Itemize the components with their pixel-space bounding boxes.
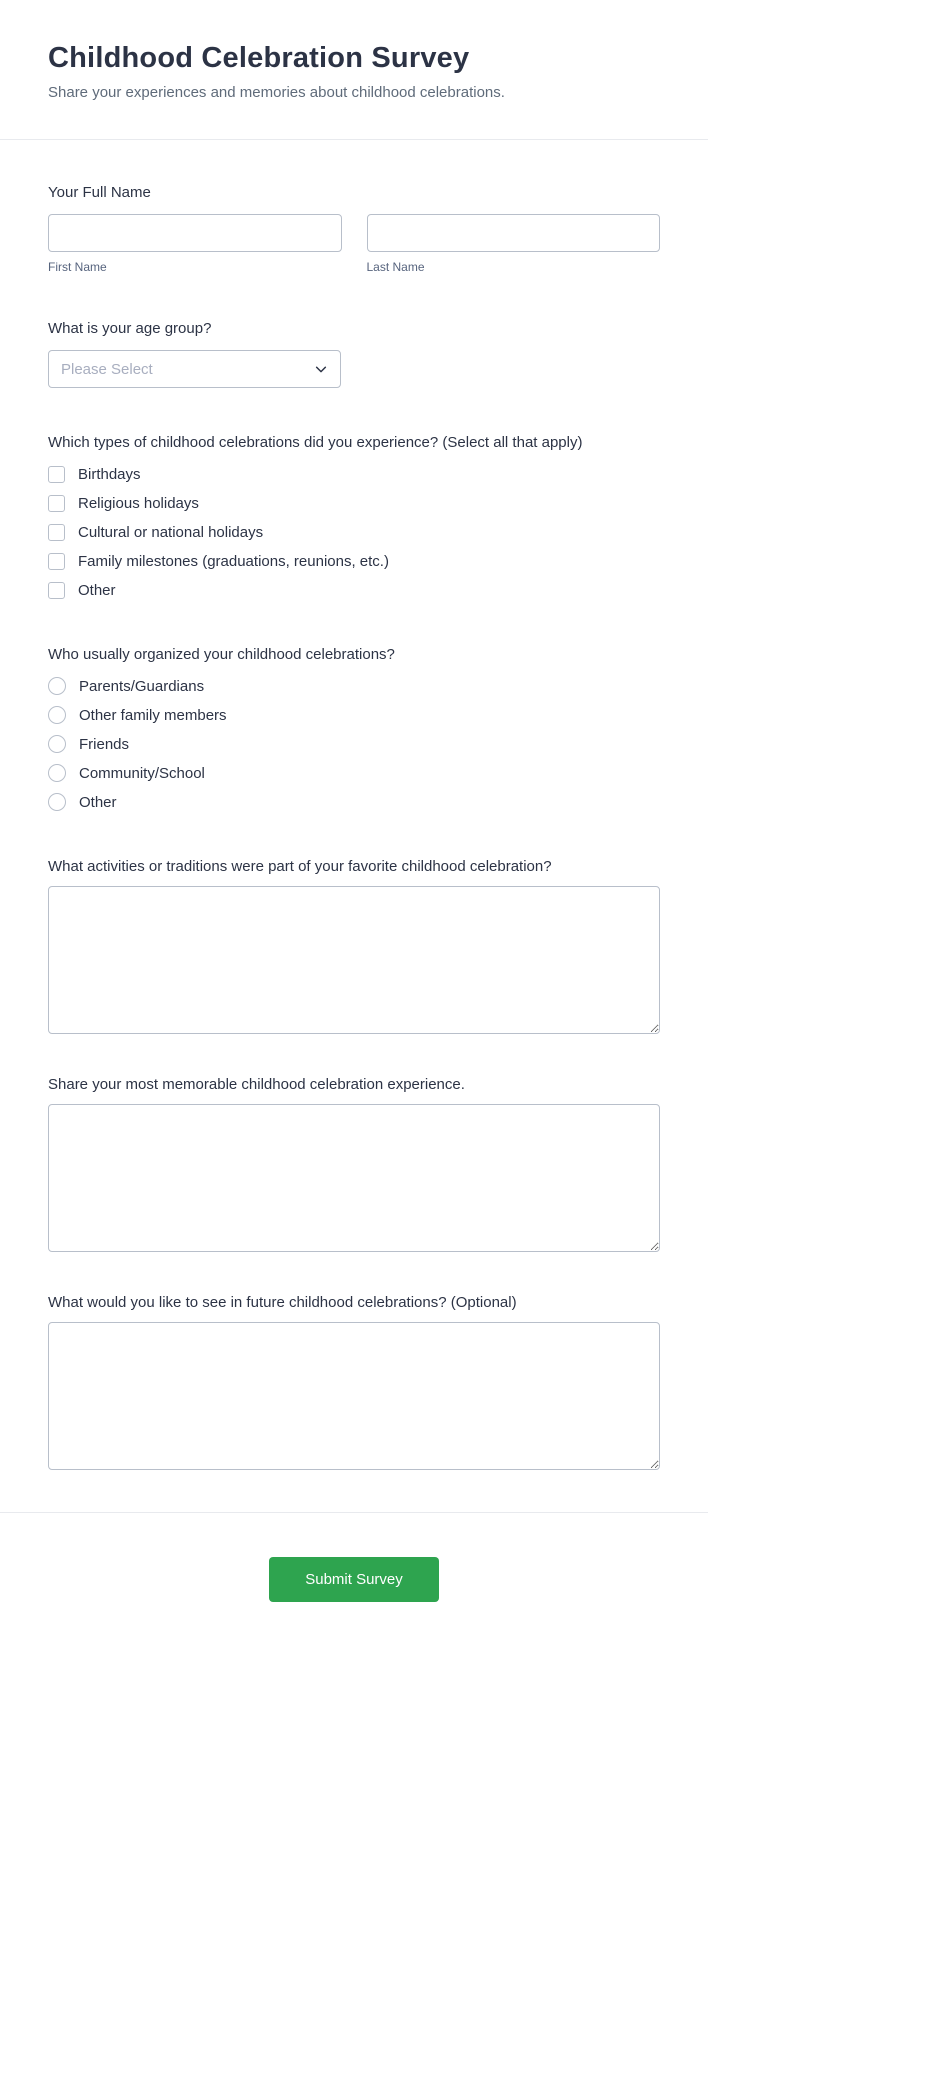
question-future bbox=[48, 1294, 660, 1470]
checkbox-option-cultural-national-holidays[interactable] bbox=[48, 522, 660, 542]
submit-button[interactable]: Submit Survey bbox=[269, 1557, 439, 1602]
question-age-group bbox=[48, 320, 660, 388]
first-name-sublabel: First Name bbox=[48, 260, 107, 274]
form-title: Childhood Celebration Survey bbox=[48, 42, 470, 74]
organizers-options bbox=[48, 676, 660, 812]
future-label: What would you like to see in future childhood celebrations? (Optional) bbox=[48, 1294, 517, 1311]
radio-icon[interactable] bbox=[48, 735, 66, 753]
question-full-name bbox=[48, 184, 660, 274]
checkbox-option-other[interactable] bbox=[48, 580, 660, 600]
memorable-label: Share your most memorable childhood celebration experience. bbox=[48, 1076, 465, 1093]
checkbox-icon[interactable] bbox=[48, 582, 65, 599]
checkbox-label: Cultural or national holidays bbox=[78, 523, 264, 541]
question-organizers bbox=[48, 646, 660, 812]
activities-textarea[interactable] bbox=[48, 886, 660, 1034]
checkbox-label: Other bbox=[78, 581, 116, 599]
full-name-row bbox=[48, 214, 660, 274]
full-name-label: Your Full Name bbox=[48, 184, 151, 201]
celebration-types-label: Which types of childhood celebrations did you experience? (Select all that apply) bbox=[48, 434, 583, 451]
checkbox-option-religious-holidays[interactable] bbox=[48, 493, 660, 513]
first-name-column bbox=[48, 214, 342, 274]
radio-option-parents-guardians[interactable] bbox=[48, 676, 660, 696]
first-name-input[interactable] bbox=[48, 214, 342, 252]
checkbox-icon[interactable] bbox=[48, 553, 65, 570]
checkbox-option-birthdays[interactable] bbox=[48, 464, 660, 484]
checkbox-label: Family milestones (graduations, reunions, etc.) bbox=[78, 552, 389, 570]
radio-option-other[interactable] bbox=[48, 792, 660, 812]
radio-label: Community/School bbox=[79, 764, 205, 782]
radio-icon[interactable] bbox=[48, 706, 66, 724]
future-textarea[interactable] bbox=[48, 1322, 660, 1470]
age-group-select[interactable] bbox=[48, 350, 341, 388]
celebration-types-options bbox=[48, 464, 660, 600]
form-body bbox=[0, 140, 708, 1470]
question-activities bbox=[48, 858, 660, 1034]
organizers-label: Who usually organized your childhood celebrations? bbox=[48, 646, 395, 663]
activities-label: What activities or traditions were part of your favorite childhood celebration? bbox=[48, 858, 552, 875]
age-group-placeholder: Please Select bbox=[61, 360, 153, 378]
checkbox-icon[interactable] bbox=[48, 466, 65, 483]
form-header bbox=[0, 0, 708, 140]
radio-icon[interactable] bbox=[48, 793, 66, 811]
radio-icon[interactable] bbox=[48, 677, 66, 695]
question-memorable bbox=[48, 1076, 660, 1252]
radio-label: Other family members bbox=[79, 706, 227, 724]
checkbox-icon[interactable] bbox=[48, 524, 65, 541]
submit-bar bbox=[0, 1512, 708, 1650]
form-subtitle: Share your experiences and memories about childhood celebrations. bbox=[48, 84, 505, 101]
last-name-input[interactable] bbox=[367, 214, 661, 252]
checkbox-icon[interactable] bbox=[48, 495, 65, 512]
radio-label: Friends bbox=[79, 735, 130, 753]
memorable-textarea[interactable] bbox=[48, 1104, 660, 1252]
question-celebration-types bbox=[48, 434, 660, 600]
checkbox-label: Religious holidays bbox=[78, 494, 199, 512]
last-name-sublabel: Last Name bbox=[366, 260, 425, 274]
radio-label: Other bbox=[79, 793, 117, 811]
chevron-down-icon bbox=[314, 362, 328, 376]
checkbox-option-family-milestones[interactable] bbox=[48, 551, 660, 571]
radio-option-other-family-members[interactable] bbox=[48, 705, 660, 725]
radio-option-friends[interactable] bbox=[48, 734, 660, 754]
age-group-label: What is your age group? bbox=[48, 320, 212, 337]
radio-icon[interactable] bbox=[48, 764, 66, 782]
last-name-column bbox=[367, 214, 661, 274]
radio-label: Parents/Guardians bbox=[79, 677, 205, 695]
checkbox-label: Birthdays bbox=[78, 465, 141, 483]
radio-option-community-school[interactable] bbox=[48, 763, 660, 783]
